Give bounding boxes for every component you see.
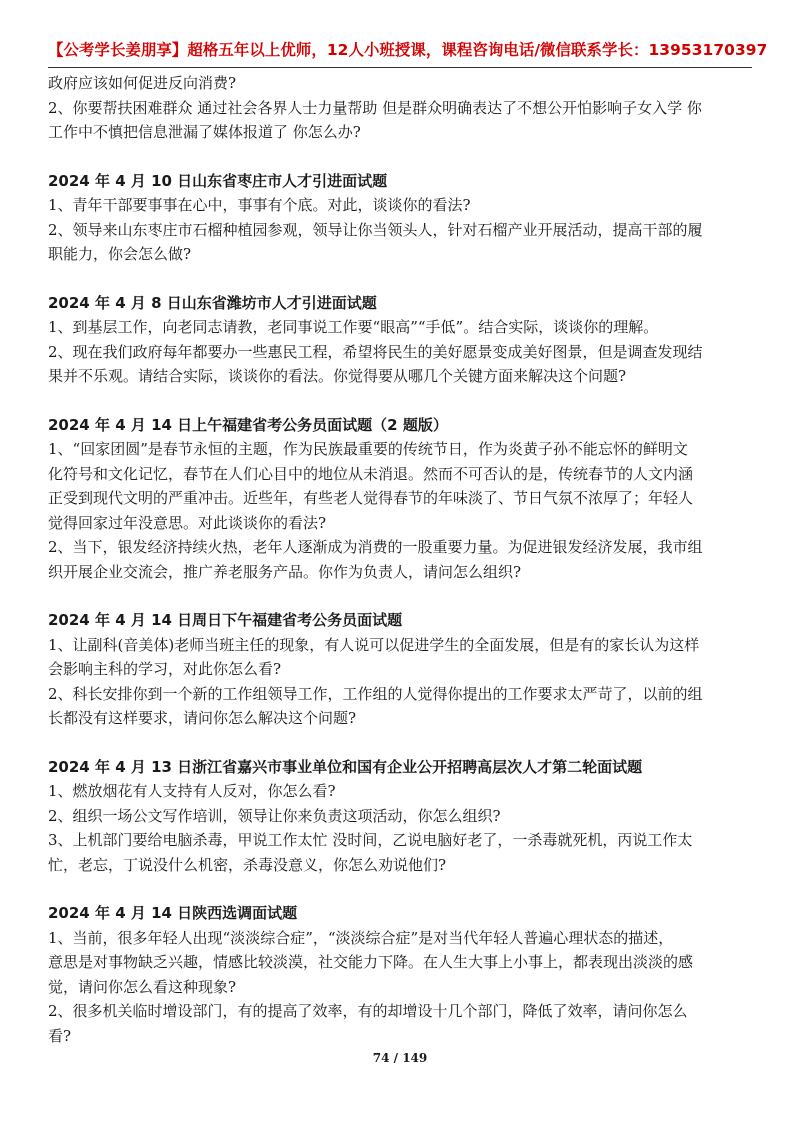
page-header-banner: 【公考学长姜朋享】超格五年以上优师，12人小班授课，课程咨询电话/微信联系学长：13953170397 — [48, 41, 768, 59]
text-line: 正受到现代文明的严重冲击。近些年，有些老人觉得春节的年味淡了、节日气氛不浓厚了；年轻人 — [48, 489, 694, 507]
text-line: 看? — [48, 1026, 72, 1045]
header-divider — [48, 67, 752, 68]
section-fujian-morning — [48, 413, 754, 585]
text-line: 2、组织一场公文写作培训，领导让你来负责这项活动，你怎么组织? — [48, 806, 501, 825]
section-shaanxi — [48, 901, 754, 1048]
text-line: 1、到基层工作，向老同志请教，老同事说工作要“眼高”“手低”。结合实际，谈谈你的理解。 — [48, 318, 659, 336]
text-line: 3、上机部门要给电脑杀毒，甲说工作太忙 没时间，乙说电脑好老了，一杀毒就死机，丙说工作太 — [48, 831, 693, 849]
text-line: 化符号和文化记忆，春节在人们心目中的地位从未消退。然而不可否认的是，传统春节的人文内涵 — [48, 464, 694, 483]
text-line: 1、“回家团圆”是春节永恒的主题，作为民族最重要的传统节日，作为炎黄子孙不能忘怀的鲜明文 — [48, 440, 688, 458]
text-line: 会影响主科的学习，对此你怎么看? — [48, 660, 282, 678]
section-heading: 2024 年 4 月 13 日浙江省嘉兴市事业单位和国有企业公开招聘高层次人才第二轮面试题 — [48, 757, 643, 776]
text-line: 长都没有这样要求，请问你怎么解决这个问题? — [48, 709, 357, 727]
text-line: 2、很多机关临时增设部门，有的提高了效率，有的却增设十几个部门，降低了效率，请问你怎么 — [48, 1002, 688, 1020]
text-line: 2、现在我们政府每年都要办一些惠民工程，希望将民生的美好愿景变成美好图景，但是调查发现结 — [48, 342, 703, 361]
text-line: 2、你要帮扶困难群众 通过社会各界人士力量帮助 但是群众明确表达了不想公开怕影响子女入学 你 — [48, 98, 702, 117]
text-line: 2、科长安排你到一个新的工作组领导工作，工作组的人觉得你提出的工作要求太严苛了，以前的组 — [48, 684, 703, 703]
text-line: 忙，老忘，丁说没什么机密，杀毒没意义，你怎么劝说他们? — [48, 855, 447, 874]
page-number: 74 / 149 — [372, 1051, 428, 1065]
text-line: 织开展企业交流会，推广养老服务产品。你作为负责人，请问怎么组织? — [48, 562, 522, 581]
section-weifang — [48, 291, 754, 389]
text-line: 觉，请问你怎么看这种现象? — [48, 977, 237, 996]
text-line: 工作中不慎把信息泄漏了媒体报道了 你怎么办? — [48, 123, 361, 141]
section-heading: 2024 年 4 月 10 日山东省枣庄市人才引进面试题 — [48, 171, 388, 190]
text-line: 意思是对事物缺乏兴趣，情感比较淡漠，社交能力下降。在人生大事上小事上，都表现出淡淡的感 — [48, 953, 694, 971]
section-fujian-afternoon — [48, 608, 754, 731]
text-line: 1、让副科(音美体)老师当班主任的现象，有人说可以促进学生的全面发展，但是有的家长认为这样 — [48, 635, 700, 654]
section-jiaxing — [48, 755, 754, 878]
text-line: 觉得回家过年没意思。对此谈谈你的看法? — [48, 513, 327, 532]
document-body — [48, 71, 754, 1048]
section-heading: 2024 年 4 月 8 日山东省潍坊市人才引进面试题 — [48, 293, 377, 312]
intro-block — [48, 71, 754, 145]
text-line: 1、当前，很多年轻人出现“淡淡综合症”，“淡淡综合症”是对当代年轻人普遍心理状态的描述， — [48, 928, 674, 947]
text-line: 政府应该如何促进反向消费? — [48, 74, 237, 92]
text-line: 2、当下，银发经济持续火热，老年人逐渐成为消费的一股重要力量。为促进银发经济发展，我市组 — [48, 538, 703, 556]
text-line: 职能力，你会怎么做? — [48, 245, 192, 263]
text-line: 1、青年干部要事事在心中，事事有个底。对此，谈谈你的看法? — [48, 196, 471, 214]
text-line: 1、燃放烟花有人支持有人反对，你怎么看? — [48, 782, 336, 800]
text-line: 2、领导来山东枣庄市石榴种植园参观，领导让你当领头人，针对石榴产业开展活动，提高干部的履 — [48, 220, 703, 239]
section-heading: 2024 年 4 月 14 日周日下午福建省考公务员面试题 — [48, 611, 403, 629]
section-heading: 2024 年 4 月 14 日陕西选调面试题 — [48, 904, 298, 922]
section-zaozhuang — [48, 169, 754, 267]
section-heading: 2024 年 4 月 14 日上午福建省考公务员面试题（2 题版） — [48, 415, 448, 434]
text-line: 果并不乐观。请结合实际，谈谈你的看法。你觉得要从哪几个关键方面来解决这个问题? — [48, 367, 627, 385]
